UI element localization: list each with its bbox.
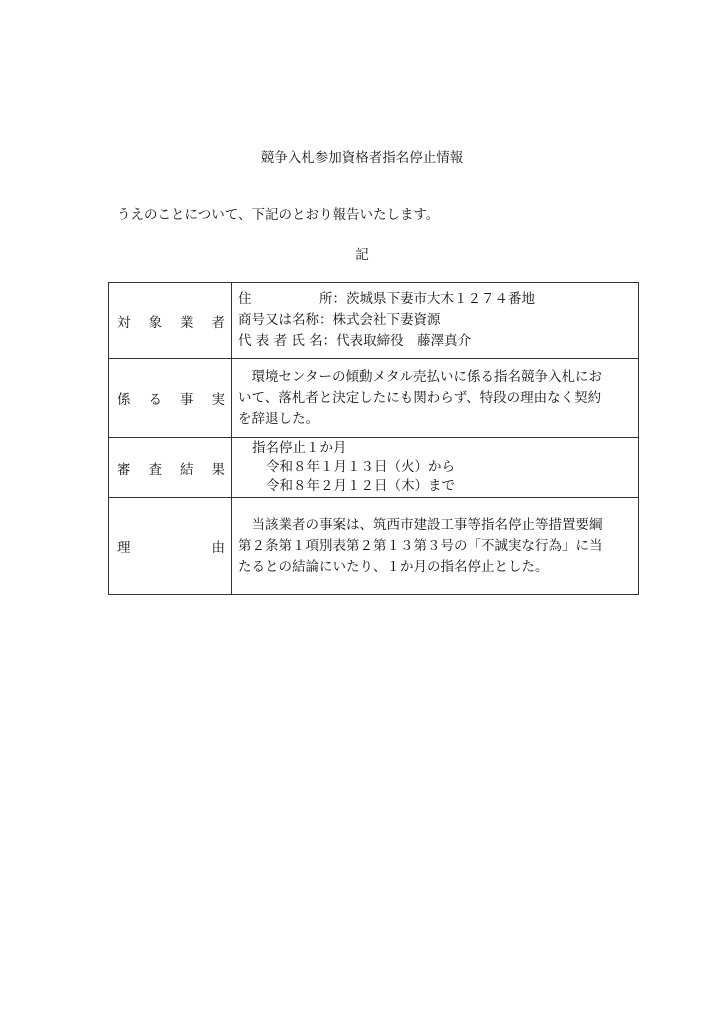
label-review-result: 審 査 結 果: [109, 438, 232, 498]
value-review-result: [232, 438, 639, 498]
label-target-company: 対 象 業 者: [109, 283, 232, 359]
label-facts: 係 る 事 実: [109, 359, 232, 438]
facts-line: 環境センターの傾動メタル売払いに係る指名競争入札にお: [238, 368, 602, 385]
value-reason: [232, 498, 639, 595]
row-target-company: [109, 283, 639, 359]
company-name-line: 商号又は名称：株式会社下妻資源: [238, 312, 441, 328]
facts-line: いて、落札者と決定したにも関わらず、特段の理由なく契約: [238, 389, 602, 406]
representative-line: 代 表 者 氏 名：代表取締役 藤澤真介: [238, 333, 472, 349]
row-facts: [109, 359, 639, 438]
reason-line: 当該業者の事案は、筑西市建設工事等指名停止等措置要綱: [238, 516, 603, 533]
document-title: 競争入札参加資格者指名停止情報: [260, 150, 464, 166]
end-date: 令和８年２月１２日（木）まで: [266, 478, 455, 494]
facts-line: を辞退した。: [238, 410, 319, 427]
info-table: [108, 282, 639, 595]
ki-heading: 記: [355, 247, 369, 263]
reason-line: たるとの結論にいたり、１か月の指名停止とした。: [238, 558, 549, 575]
start-date: 令和８年１月１３日（火）から: [266, 459, 455, 475]
value-facts: [232, 359, 639, 438]
suspension-period: 指名停止１か月: [252, 440, 347, 456]
reason-line: 第２条第１項別表第２第１３第３号の「不誠実な行為」に当: [238, 537, 603, 554]
intro-text: うえのことについて、下記のとおり報告いたします。: [117, 207, 440, 223]
label-reason: 理 由: [109, 498, 232, 595]
address-line: 住 所：茨城県下妻市大木１２７４番地: [238, 291, 535, 307]
row-review-result: [109, 438, 639, 498]
value-target-company: [232, 283, 639, 359]
row-reason: [109, 498, 639, 595]
